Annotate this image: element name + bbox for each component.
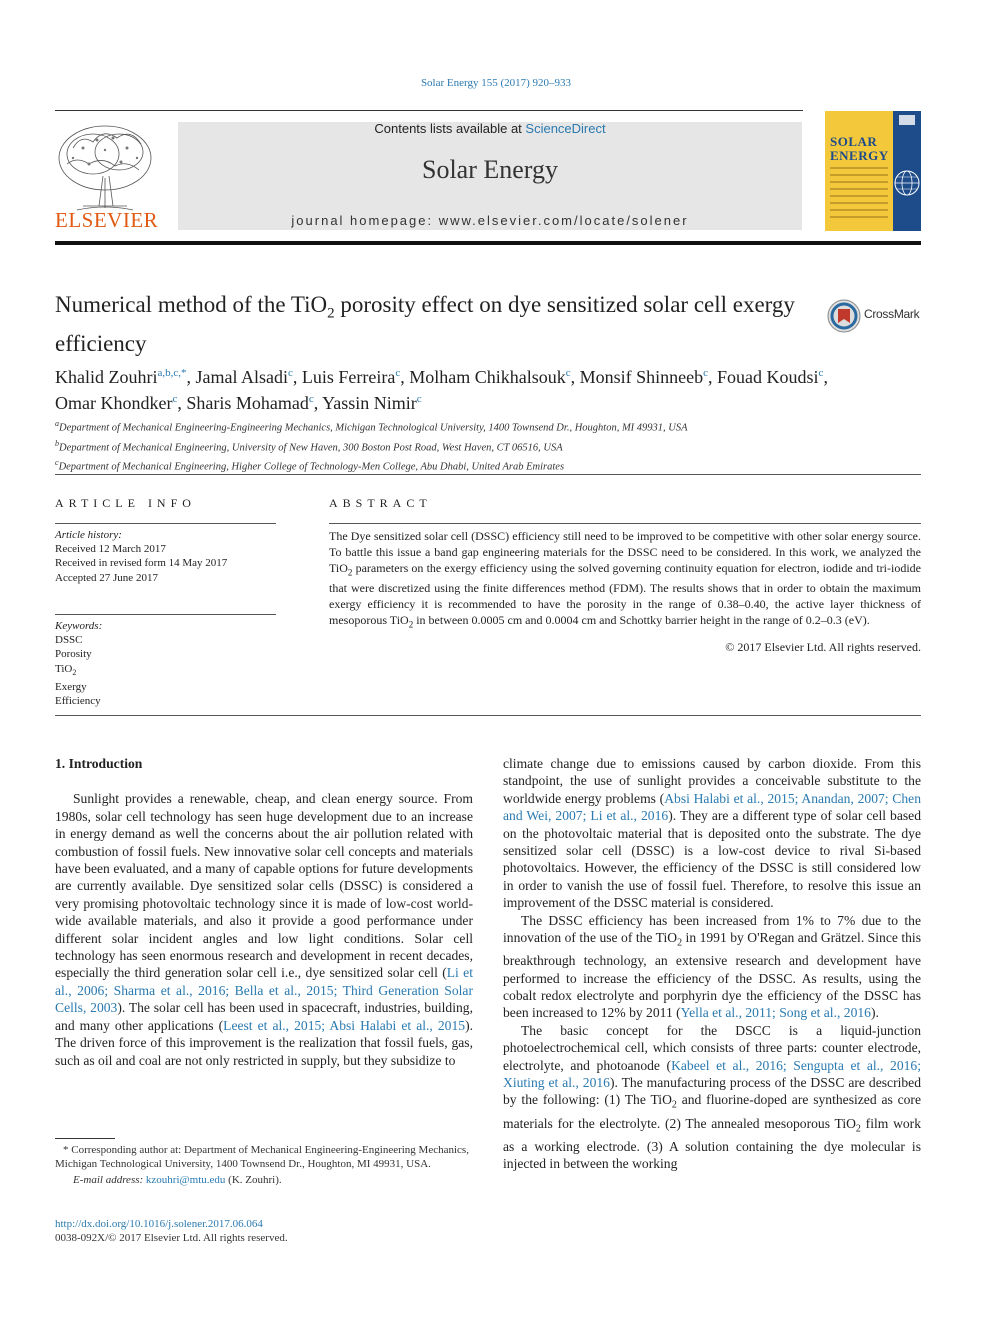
history-label: Article history:: [55, 529, 122, 541]
author-affiliation-marker[interactable]: c: [703, 367, 709, 379]
paragraph: The basic concept for the DSCC is a liquid-junction photoelectrochemical cell, which consists of three parts: counter electrode, electrolyte, and photoanode (Kabeel et al., 2016; Sengupta et al., 2016; Xiuting et al., 2016). The manufacturing process of the DSSC are described by the following: (1) The TiO$_2$ and fluorine-doped are synthesized as core materials for the electrolyte. (2) The annealed mesoporous TiO$_2$ film work as a working electrode. (3) A solution containing the dye molecular is injected in between the working: [503, 1022, 922, 1172]
section-heading: 1. Introduction: [55, 756, 143, 771]
author[interactable]: Molham Chikhalsouk$^c$: [409, 367, 571, 387]
journal-cover-thumbnail[interactable]: [825, 111, 921, 231]
header-rule-top: [55, 110, 803, 111]
author-affiliation-marker[interactable]: c: [308, 393, 314, 405]
keyword: Porosity: [55, 648, 92, 661]
crossmark-icon: [826, 297, 862, 335]
citation-link[interactable]: Leest et al., 2015; Absi Halabi et al., 2015: [223, 1017, 466, 1033]
journal-citation[interactable]: Solar Energy 155 (2017) 920–933: [420, 77, 572, 89]
author[interactable]: Omar Khondker$^c$: [55, 393, 178, 413]
paragraph: The DSSC efficiency has been increased from 1% to 7% due to the innovation of the use of the TiO$_2$ in 1991 by O'Regan and Grätzel. Since this breakthrough technology, an extensive research and development have performed to increase the efficiency of the DSSC. As results, using the cobalt redox electrolyte and porphyrin dye the efficiency of the DSSC has been increased to 12% by 2011 (Yella et al., 2011; Song et al., 2016).: [503, 912, 921, 1021]
cover-text-lines: [830, 167, 888, 223]
divider: [55, 715, 921, 716]
citation-link[interactable]: Yella et al., 2011; Song et al., 2016: [680, 1005, 871, 1021]
author[interactable]: Monsif Shinneeb$^c$: [579, 367, 709, 387]
title-part-1: Numerical method of the TiO: [55, 292, 328, 317]
body-column-left: [55, 755, 473, 1069]
author-affiliation-marker[interactable]: a,b,c,*: [157, 367, 187, 379]
email-link[interactable]: kzouhri@mtu.edu: [145, 1174, 226, 1186]
keywords-label: Keywords:: [55, 620, 103, 632]
cover-title: [830, 135, 889, 163]
author-affiliation-marker[interactable]: c: [172, 393, 178, 405]
publisher-wordmark: ELSEVIER: [55, 208, 159, 232]
article-info-heading: ARTICLE INFO: [55, 496, 196, 510]
keyword: Exergy: [55, 681, 87, 693]
header-rule-bottom: [55, 241, 921, 245]
abstract-text: The Dye sensitized solar cell (DSSC) efficiency still need to be improved to be competitive with other solar energy source. To battle this issue a band gap engineering materials for the DSSC need to be considered. In this work, we analyzed the TiO$_2$ parameters on the exergy efficiency using the solved governing continuity equation for electron, iodide and tri-iodide that were discretized using the finite differences method (FDM). The results shows that in order to obtain the maximum exergy efficiency it is recommended to have the porosity in the range of 0.38–0.40, the active layer thickness of mesoporous TiO$_2$ in between 0.0005 cm and 0.0004 cm and Schottky barrier height in the range of 0.2–0.3 (eV).: [329, 529, 921, 630]
cover-title-line-1: SOLAR: [830, 134, 878, 149]
author-affiliation-marker[interactable]: c: [565, 367, 571, 379]
issn-line: 0038-092X/© 2017 Elsevier Ltd. All rights reserved.: [55, 1232, 288, 1244]
citation-link[interactable]: Li et al., 2006; Sharma et al., 2016; Bella et al., 2015; Third Generation Solar Cells, 2003: [55, 965, 473, 1016]
author-affiliation-marker[interactable]: c: [416, 393, 422, 405]
author-affiliation-marker[interactable]: c: [818, 367, 824, 379]
author-affiliation-marker[interactable]: c: [395, 367, 401, 379]
keyword: Efficiency: [55, 695, 101, 708]
citation-link[interactable]: Kabeel et al., 2016; Sengupta et al., 2016; Xiuting et al., 2016: [503, 1057, 921, 1091]
sciencedirect-link[interactable]: ScienceDirect: [525, 121, 606, 136]
author-affiliation-marker[interactable]: c: [288, 367, 293, 379]
contents-line: [178, 121, 802, 136]
author[interactable]: Luis Ferreira$^c$: [301, 367, 401, 387]
affiliation: $^a$Department of Mechanical Engineering-Engineering Mechanics, Michigan Technological University, 1400 Townsend Dr., Houghton, MI 49931, USA: [55, 419, 688, 434]
author[interactable]: Sharis Mohamad$^c$: [186, 393, 314, 413]
corresponding-author-note: * Corresponding author at: Department of Mechanical Engineering-Engineering Mechanics, Michigan Technological University, 1400 Townsend Dr., Houghton, MI 49931, USA.: [55, 1144, 469, 1170]
author[interactable]: Jamal Alsadi$^c$: [195, 367, 293, 387]
keyword: DSSC: [55, 634, 83, 647]
article-title: [55, 290, 815, 359]
article-history: [55, 528, 280, 585]
corresponding-author-footnote: [55, 1143, 473, 1187]
doi-link[interactable]: http://dx.doi.org/10.1016/j.solener.2017.06.064: [55, 1218, 263, 1230]
footnote-rule: [55, 1138, 115, 1139]
author[interactable]: Khalid Zouhri$^{a,b,c,*}$: [55, 367, 187, 387]
paragraph: climate change due to emissions caused by carbon dioxide. From this standpoint, the use of sunlight provides a conceivable substitute to the worldwide energy problems (Absi Halabi et al., 2015; Anandan, 2007; Chen and Wei, 2007; Li et al., 2016). They are a different type of solar cell based on the photovoltaic material that is deposited onto the substrate. The dye sensitized solar cell (DSSC) is a low-cost device to rival Si-based photovoltaics. However, the efficiency of the DSSC is still considered low in order to vanish the use of fossil fuel. Therefore, to resolve this issue an improvement of the DSSC material is considered.: [503, 756, 921, 911]
author[interactable]: Yassin Nimir$^c$: [322, 393, 422, 413]
received-date: Received 12 March 2017: [55, 543, 166, 556]
abstract-copyright: © 2017 Elsevier Ltd. All rights reserved.: [725, 640, 921, 654]
title-part-2: porosity effect on dye sensitized solar cell exergy efficiency: [55, 292, 795, 356]
accepted-date: Accepted 27 June 2017: [55, 571, 158, 584]
contents-prefix: Contents lists available at: [374, 121, 526, 136]
divider: [55, 523, 276, 524]
affiliation-list: [55, 416, 925, 475]
globe-icon: [893, 111, 921, 231]
citation-link[interactable]: Absi Halabi et al., 2015; Anandan, 2007; Chen and Wei, 2007; Li et al., 2016: [503, 790, 921, 824]
divider: [55, 474, 921, 475]
keyword: TiO$_2$: [55, 662, 77, 677]
title-subscript: 2: [327, 305, 335, 322]
abstract-heading: ABSTRACT: [329, 496, 432, 510]
revised-date: Received in revised form 14 May 2017: [55, 557, 228, 570]
journal-title: Solar Energy: [422, 155, 558, 184]
author[interactable]: Fouad Koudsi$^c$: [717, 367, 824, 387]
divider: [55, 614, 276, 615]
divider: [329, 523, 921, 524]
crossmark-label: CrossMark: [864, 307, 920, 321]
body-column-right: [503, 755, 921, 1173]
cover-side-band: [893, 111, 921, 231]
author-list: Khalid Zouhri$^{a,b,c,*}$, Jamal Alsadi$^c$, Luis Ferreira$^c$, Molham Chikhalsouk$^c$, Monsif Shinneeb$^c$, Fouad Koudsi$^c$, Omar Khondker$^c$, Sharis Mohamad$^c$, Yassin Nimir$^c$: [55, 367, 828, 413]
crossmark-badge[interactable]: [826, 297, 922, 335]
affiliation: $^b$Department of Mechanical Engineering, University of New Haven, 300 Boston Post Road, West Haven, CT 06516, USA: [55, 438, 563, 453]
journal-homepage[interactable]: journal homepage: www.elsevier.com/locate/solener: [291, 213, 689, 228]
affiliation: $^c$Department of Mechanical Engineering, Higher College of Technology-Men College, Abu Dhabi, United Arab Emirates: [55, 458, 565, 473]
paragraph: Sunlight provides a renewable, cheap, and clean energy source. From 1980s, solar cell technology has seen huge development due to an increase in energy demand as well the concerns about the air pollution related with combustion of fossil fuels. New innovative solar cell concepts and materials have been evaluated, and a many of capable options for future developments are currently available. Dye sensitized solar cells (DSSC) is considered a very promising photovoltaic technology since it is made of low-cost world-wide available materials, and also it provide a good performance under different solar incident angles and low light conditions. Solar cell technology has seen enormous research and development in recent decades, especially the third generation solar cell i.e., dye sensitized solar cell (Li et al., 2006; Sharma et al., 2016; Bella et al., 2015; Third Generation Solar Cells, 2003). The solar cell has been used in spacecraft, industries, building, and many other applications (Leest et al., 2015; Absi Halabi et al., 2015). The driven force of this improvement is the realization that fossil fuels, gas, such as oil and coal are not only restricted in supply, but they subsidize to: [55, 791, 473, 1068]
cover-title-line-2: ENERGY: [830, 148, 889, 163]
email-line: E-mail address: kzouhri@mtu.edu (K. Zouhri).: [73, 1174, 282, 1186]
keyword-list: [55, 619, 280, 708]
